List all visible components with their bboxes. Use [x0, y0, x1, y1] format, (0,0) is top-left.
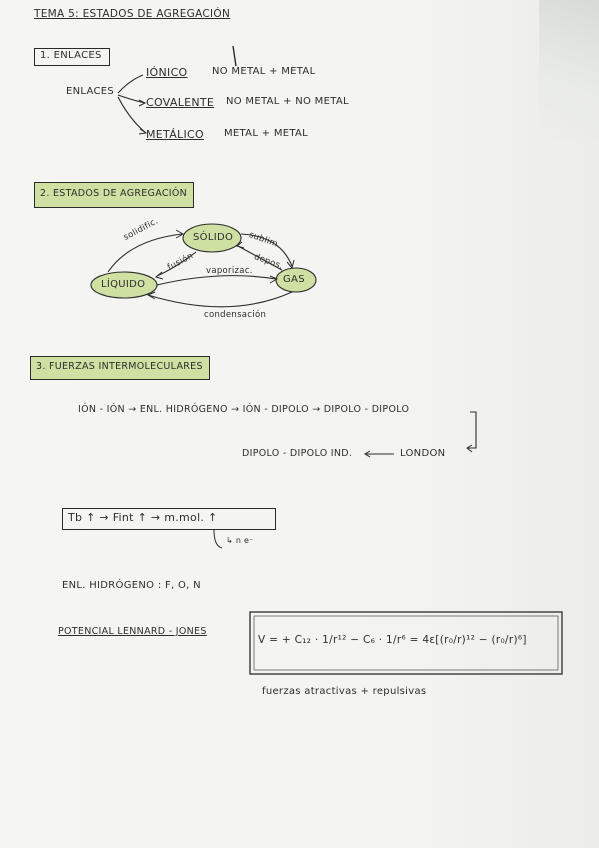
transition-sublim: sublim. — [247, 230, 283, 251]
section3-heading: 3. FUERZAS INTERMOLECULARES — [36, 361, 203, 372]
relation-hook — [214, 530, 222, 548]
forces-chain-london: LONDON — [400, 448, 446, 459]
branch-line-covalente — [118, 95, 145, 103]
state-liquid-label: LÍQUIDO — [101, 279, 146, 290]
enlace-type-metalico: METÁLICO — [146, 128, 204, 141]
state-gas-label: GAS — [283, 274, 305, 285]
transition-condens: condensación — [204, 310, 267, 320]
transition-vaporiz: vaporizac. — [206, 266, 253, 276]
relation-note: ↳ n e⁻ — [226, 536, 254, 545]
forces-chain-top: IÓN - IÓN → ENL. HIDRÓGENO → IÓN - DIPOLO → DIPOLO - DIPOLO — [78, 404, 410, 415]
pen-mark — [233, 46, 236, 66]
transition-depos: depos. — [252, 252, 285, 272]
arrowhead — [139, 100, 145, 106]
page-title: TEMA 5: ESTADOS DE AGREGACIÓN — [34, 8, 231, 20]
enlace-desc-covalente: NO METAL + NO METAL — [226, 96, 349, 107]
lj-label: POTENCIAL LENNARD - JONES — [58, 626, 207, 637]
enlaces-root-label: ENLACES — [66, 86, 115, 97]
enlace-type-covalente: COVALENTE — [146, 96, 215, 109]
section2-heading: 2. ESTADOS DE AGREGACIÓN — [40, 188, 188, 199]
enl-hidrogeno-atoms: ENL. HIDRÓGENO : F, O, N — [62, 580, 201, 591]
relation-text: Tb ↑ → Fint ↑ → m.mol. ↑ — [68, 511, 218, 524]
enlace-desc-metalico: METAL + METAL — [224, 128, 309, 139]
arrow-vaporization — [157, 276, 276, 285]
forces-chain-dipolo-ind: DIPOLO - DIPOLO IND. — [242, 448, 353, 459]
arrow-condensation — [148, 292, 292, 307]
branch-line-ionico — [118, 75, 143, 93]
section1-heading: 1. ENLACES — [40, 50, 102, 61]
lj-note: fuerzas atractivas + repulsivas — [262, 686, 427, 697]
transition-fusion: fusión — [166, 251, 196, 273]
state-solid-label: SÓLIDO — [193, 232, 234, 243]
lj-formula: V = + C₁₂ · 1/r¹² − C₆ · 1/r⁶ = 4ε[(r₀/r)¹² − (r₀/r)⁶] — [258, 634, 527, 646]
transition-solidific: solidific. — [122, 216, 161, 243]
chain-return-arrow — [468, 412, 476, 448]
enlace-type-ionico: IÓNICO — [146, 66, 188, 79]
enlace-desc-ionico: NO METAL + METAL — [212, 66, 316, 77]
